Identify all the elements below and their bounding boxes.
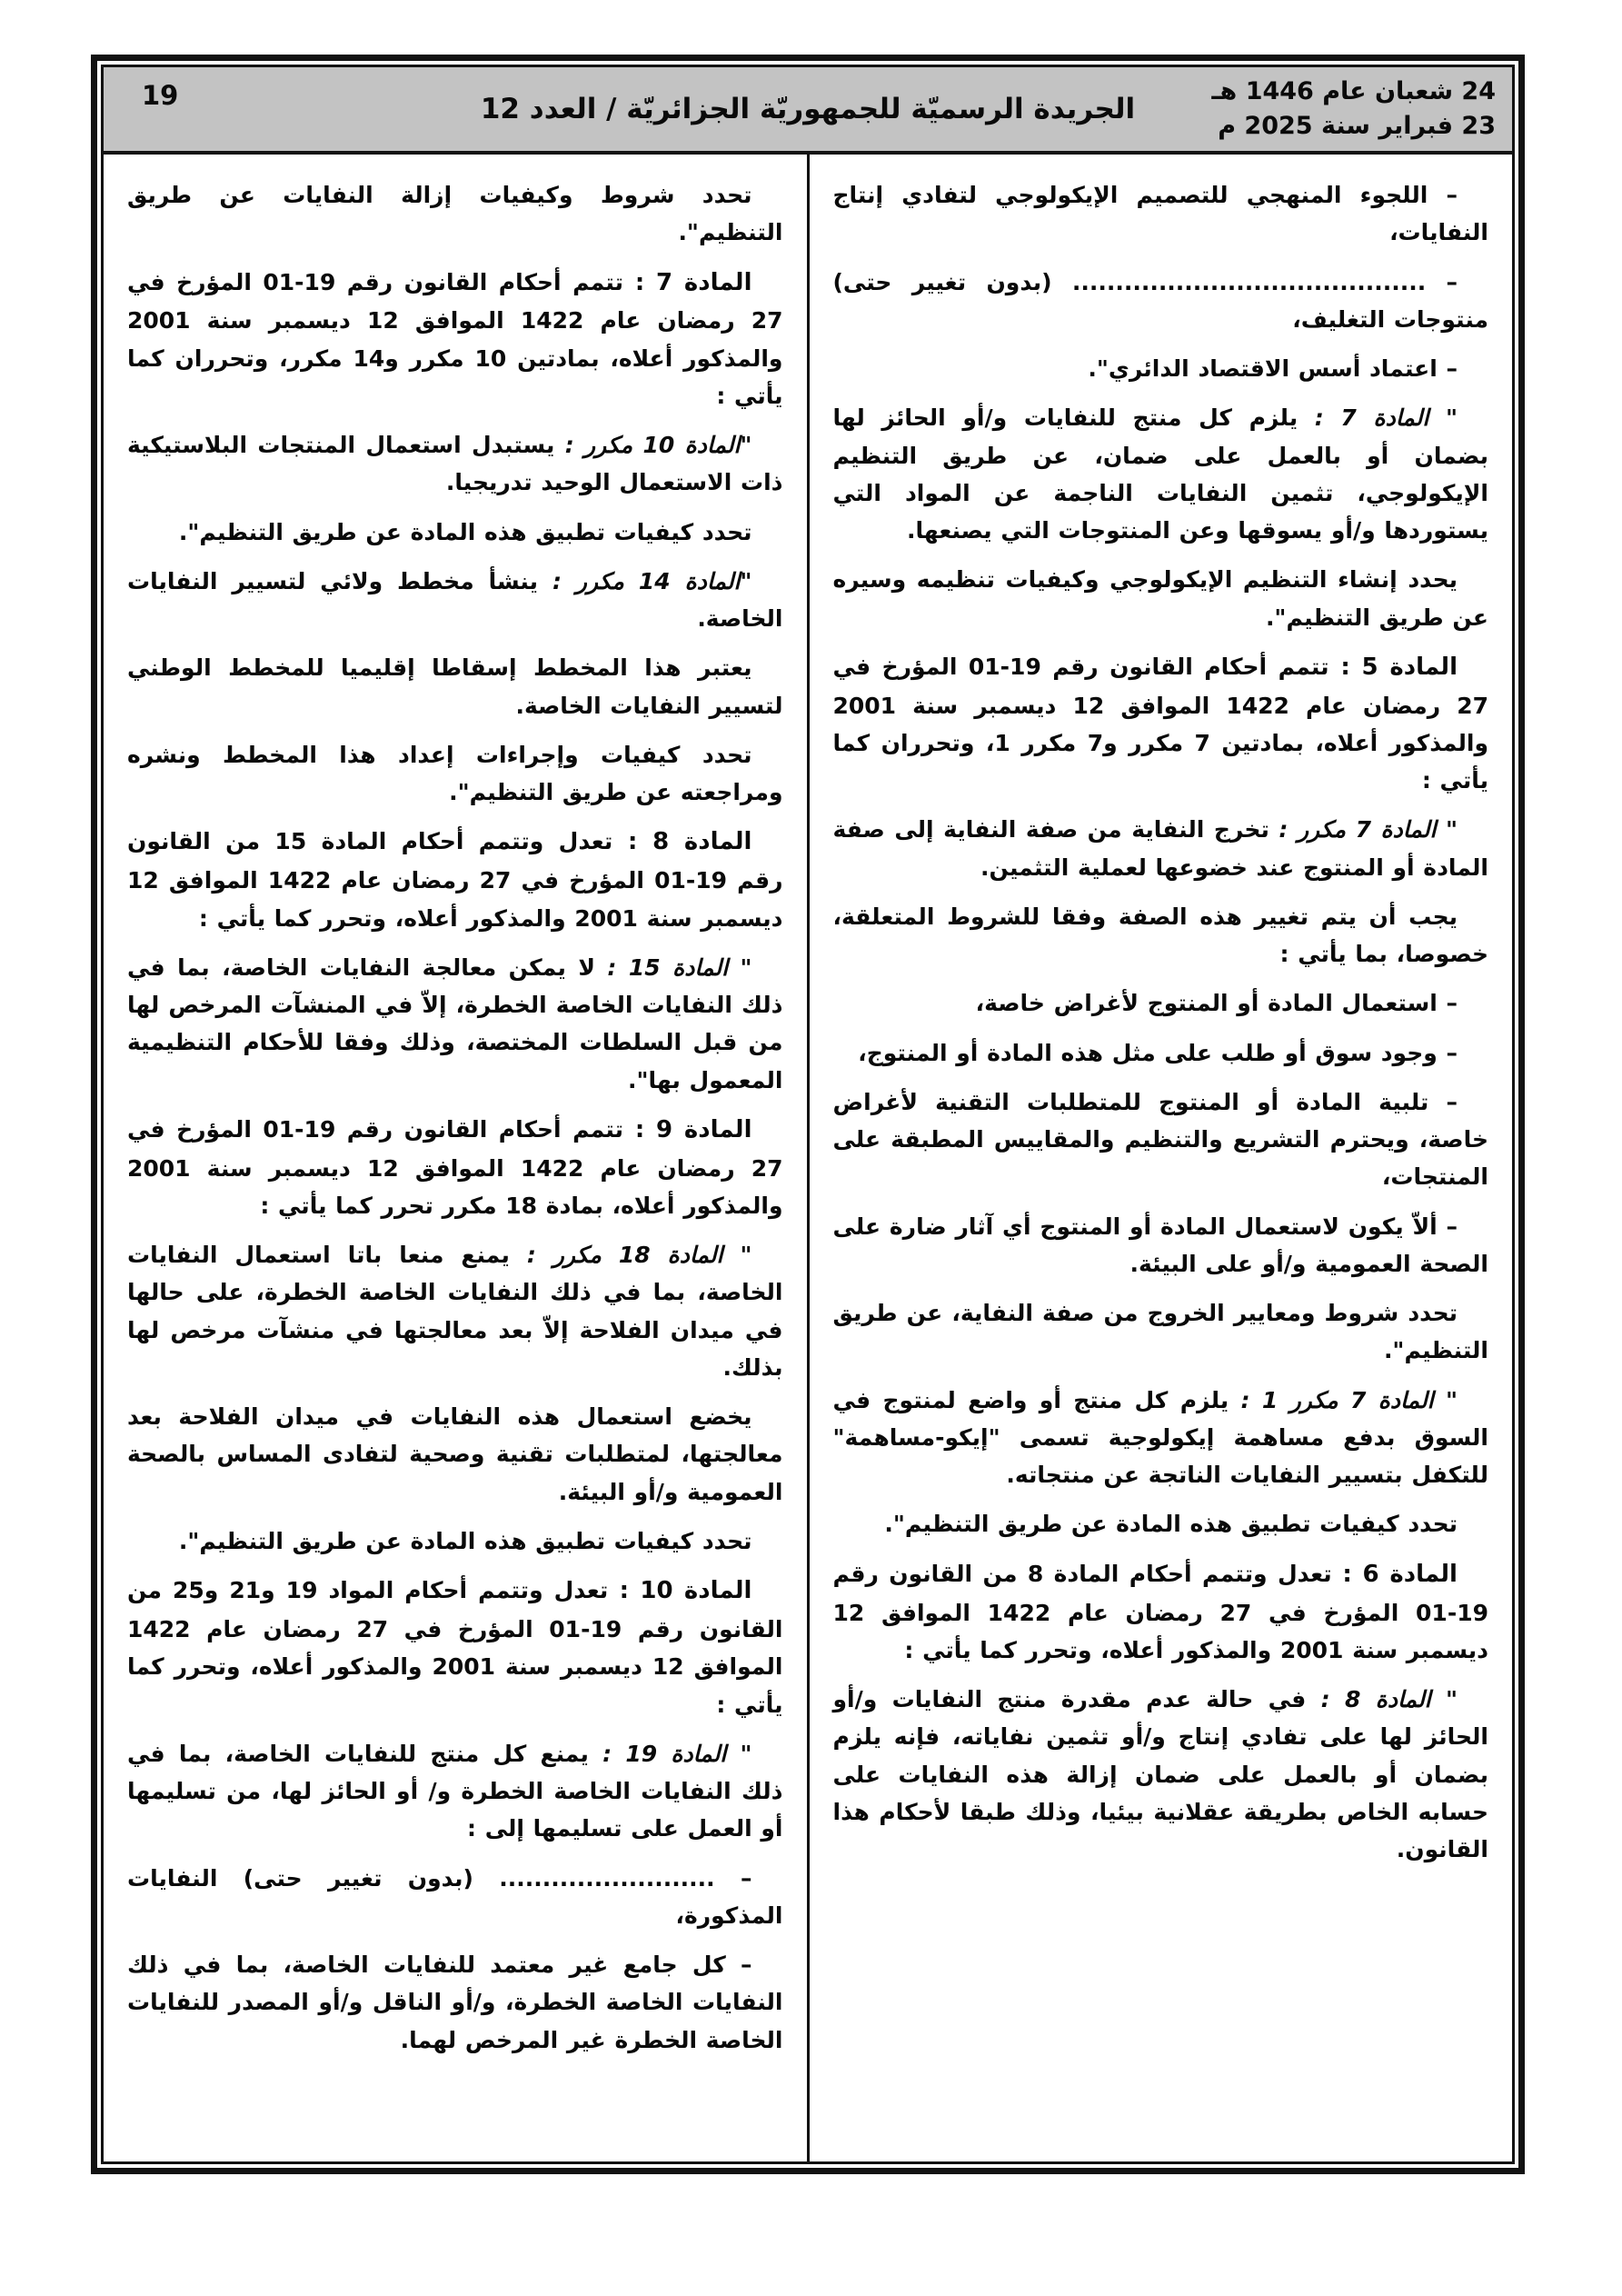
paragraph-text: يمنع كل منتج للنفايات الخاصة، بما في ذلك النفايات الخاصة الخطرة و/ أو الحائز لها، من تسليمها أو العمل على تسليمها إلى :: [127, 1740, 783, 1842]
paragraph-text: يلزم كل منتج أو واضع لمنتوج في السوق بدفع مساهمة إيكولوجية تسمى "إيكو-مساهمة" للتكفل بتسيير النفايات الناتجة عن منتجاته.: [832, 1386, 1488, 1489]
page-content: [104, 155, 1512, 2161]
paragraph-text: تعدل وتتمم أحكام المادة 8 من القانون رقم 19-01 المؤرخ في 27 رمضان عام 1422 الموافق 12 ديسمبر سنة 2001 والمذكور أعلاه، وتحرر كما يأتي :: [832, 1560, 1488, 1663]
paragraph-lead: " المادة 7 مكرر :: [1269, 816, 1458, 844]
paragraph: [833, 1294, 1489, 1370]
paragraph: [127, 1236, 783, 1386]
paragraph-text: تحدد كيفيات وإجراءات إعداد هذا المخطط ونشره ومراجعته عن طريق التنظيم".: [127, 741, 783, 806]
paragraph: [833, 176, 1489, 252]
paragraph-text: – ......................... (بدون تغيير حتى) النفايات المذكورة،: [127, 1864, 783, 1929]
paragraph-text: ينشأ مخطط ولائي لتسيير النفايات الخاصة.: [127, 567, 783, 633]
paragraph: [127, 426, 783, 502]
paragraph: [833, 984, 1489, 1022]
paragraph-text: – اللجوء المنهجي للتصميم الإيكولوجي لتفادي إنتاج النفايات،: [832, 182, 1488, 246]
paragraph-lead: " المادة 19 :: [588, 1740, 752, 1767]
gazette-header: [104, 67, 1512, 155]
column-divider: [807, 155, 810, 2161]
paragraph: [127, 1735, 783, 1848]
paragraph-lead: " المادة 8 :: [1306, 1686, 1458, 1713]
page-number: 19: [142, 80, 179, 111]
paragraph: [127, 176, 783, 252]
paragraph-text: يلزم كل منتج للنفايات و/أو الحائز لها بضمان أو بالعمل على ضمان، عن طريق التنظيم الإيكولوجي، تثمين النفايات الناجمة عن المواد التي يستوردها و/أو يسوقها وعن المنتوجات التي يصنعها.: [832, 404, 1488, 544]
paragraph-text: لا يمكن معالجة النفايات الخاصة، بما في ذلك النفايات الخاصة الخطرة، إلاّ في المنشآت المرخص لها من قبل السلطات المختصة، وذلك وفقا للأحكام التنظيمية المعمول بها".: [127, 953, 783, 1093]
paragraph: [833, 1083, 1489, 1196]
paragraph-text: يخضع استعمال هذه النفايات في ميدان الفلاحة بعد معالجتها، لمتطلبات تقنية وصحية لتفادى المساس بالصحة العمومية و/أو البيئة.: [127, 1403, 783, 1505]
paragraph-text: تعدل وتتمم أحكام المادة 15 من القانون رقم 19-01 المؤرخ في 27 رمضان عام 1422 الموافق 12 ديسمبر سنة 2001 والمذكور أعلاه، وتحرر كما يأتي :: [127, 828, 783, 932]
paragraph: [127, 563, 783, 638]
paragraph-text: تحدد كيفيات تطبيق هذه المادة عن طريق التنظيم".: [884, 1511, 1458, 1538]
paragraph: [833, 811, 1489, 886]
paragraph: [127, 649, 783, 724]
paragraph: [833, 1382, 1489, 1494]
paragraph: [833, 561, 1489, 636]
paragraph: [833, 350, 1489, 387]
paragraph-text: – ألاّ يكون لاستعمال المادة أو المنتوج أي آثار ضارة على الصحة العمومية و/أو على البيئة.: [832, 1213, 1488, 1277]
paragraph: [127, 1522, 783, 1560]
paragraph-lead: " المادة 15 :: [594, 953, 752, 981]
paragraph-text: تعدل وتتمم أحكام المواد 19 و21 و25 من القانون رقم 19-01 المؤرخ في 27 رمضان عام 1422 الموافق 12 ديسمبر سنة 2001 والمذكور أعلاه، وتحرر كما يأتي :: [127, 1577, 783, 1718]
paragraph-lead: المادة 5 :: [1328, 653, 1458, 681]
paragraph-text: تخرج النفاية من صفة النفاية إلى صفة المادة أو المنتوج عند خضوعها لعملية التثمين.: [832, 816, 1488, 881]
paragraph: [833, 1208, 1489, 1283]
paragraph: [833, 399, 1489, 549]
document-frame: [91, 55, 1525, 2174]
paragraph: [127, 823, 783, 936]
paragraph-text: – اعتماد أسس الاقتصاد الدائري".: [1088, 355, 1458, 382]
paragraph-text: تتمم أحكام القانون رقم 19-01 المؤرخ في 27 رمضان عام 1422 الموافق 12 ديسمبر سنة 2001 والمذكور أعلاه، بمادتين 10 مكرر و14 مكرر، وتحرران كما يأتي :: [127, 268, 783, 409]
paragraph: [833, 1681, 1489, 1868]
paragraph: [127, 1111, 783, 1224]
paragraph-text: – استعمال المادة أو المنتوج لأغراض خاصة،: [975, 990, 1458, 1017]
paragraph-text: – تلبية المادة أو المنتوج للمتطلبات التقنية لأغراض خاصة، ويحترم التشريع والتنظيم والمقاييس المطبقة على المنتجات،: [832, 1088, 1488, 1191]
paragraph: [833, 1034, 1489, 1072]
paragraph-text: – ......................................... (بدون تغيير حتى) منتوجات التغليف،: [832, 268, 1488, 333]
paragraph-lead: المادة 10 :: [608, 1577, 752, 1605]
paragraph: [833, 648, 1489, 800]
paragraph-text: تتمم أحكام القانون رقم 19-01 المؤرخ في 27 رمضان عام 1422 الموافق 12 ديسمبر سنة 2001 والمذكور أعلاه، بمادة 18 مكرر تحرر كما يأتي :: [127, 1115, 783, 1219]
paragraph: [833, 264, 1489, 339]
paragraph-text: يعتبر هذا المخطط إسقاطا إقليميا للمخطط الوطني لتسيير النفايات الخاصة.: [127, 654, 783, 719]
paragraph: [127, 1860, 783, 1935]
paragraph-text: تحدد شروط ومعايير الخروج من صفة النفاية، عن طريق التنظيم".: [832, 1300, 1488, 1364]
paragraph: [127, 736, 783, 812]
paragraph: [127, 264, 783, 415]
paragraph: [127, 514, 783, 551]
paragraph: [833, 1555, 1489, 1669]
paragraph-lead: المادة 8 :: [612, 828, 752, 856]
paragraph-text: تحدد كيفيات تطبيق هذه المادة عن طريق التنظيم".: [178, 518, 752, 545]
paragraph-text: تحدد شروط وكيفيات إزالة النفايات عن طريق التنظيم".: [127, 182, 783, 246]
paragraph-text: يمنع منعا باتا استعمال النفايات الخاصة، بما في ذلك النفايات الخاصة الخطرة، على حالها في ميدان الفلاحة إلاّ بعد معالجتها في منشآت مرخص لها بذلك.: [127, 1242, 783, 1381]
gazette-title: الجريدة الرسميّة للجمهوريّة الجزائريّة / العدد 12: [480, 93, 1136, 125]
paragraph: [127, 949, 783, 1099]
paragraph-text: في حالة عدم مقدرة منتج النفايات و/أو الحائز لها على تفادي إنتاج و/أو تثمين نفاياته، فإنه يلزم بضمان أو بالعمل على ضمان إزالة هذه النفايات على حسابه الخاص بطريقة عقلانية بيئيا، وذلك طبقا لأحكام هذا القانون.: [832, 1686, 1488, 1863]
paragraph-lead: المادة 7 :: [623, 268, 752, 296]
paragraph: [127, 1946, 783, 2059]
column-left: [104, 155, 807, 2161]
paragraph-text: – كل جامع غير معتمد للنفايات الخاصة، بما في ذلك النفايات الخاصة الخطرة، و/أو الناقل و/أو المصدر للنفايات الخاصة الخطرة غير المرخص لهما.: [127, 1952, 783, 2053]
paragraph-text: تحدد كيفيات تطبيق هذه المادة عن طريق التنظيم".: [178, 1527, 752, 1554]
paragraph-lead: " المادة 18 مكرر :: [509, 1242, 752, 1269]
paragraph: [127, 1398, 783, 1511]
paragraph-lead: المادة 9 :: [623, 1115, 752, 1143]
paragraph-lead: " المادة 7 مكرر 1 :: [1229, 1386, 1458, 1413]
paragraph-lead: " المادة 7 :: [1298, 404, 1458, 432]
date-gregorian: 23 فبراير سنة 2025 م: [1218, 112, 1496, 140]
paragraph: [833, 898, 1489, 973]
document-frame-inner: [101, 65, 1515, 2164]
paragraph-text: يستبدل استعمال المنتجات البلاستيكية ذات الاستعمال الوحيد تدريجيا.: [127, 432, 783, 496]
date-hijri: 24 شعبان عام 1446 هـ: [1211, 77, 1496, 105]
paragraph: [833, 1505, 1489, 1542]
column-right: [810, 155, 1513, 2161]
paragraph-lead: "المادة 10 مكرر :: [554, 432, 752, 459]
header-dates: [1211, 75, 1512, 144]
paragraph-lead: المادة 6 :: [1331, 1560, 1458, 1588]
paragraph-text: – وجود سوق أو طلب على مثل هذه المادة أو المنتوج،: [858, 1039, 1458, 1066]
paragraph-lead: "المادة 14 مكرر :: [538, 567, 752, 594]
paragraph-text: تتمم أحكام القانون رقم 19-01 المؤرخ في 27 رمضان عام 1422 الموافق 12 ديسمبر سنة 2001 والمذكور أعلاه، بمادتين 7 مكرر و7 مكرر 1، وتحرران كما يأتي :: [832, 653, 1488, 794]
paragraph: [127, 1572, 783, 1723]
paragraph-text: يحدد إنشاء التنظيم الإيكولوجي وكيفيات تنظيمه وسيره عن طريق التنظيم".: [832, 566, 1488, 631]
paragraph-text: يجب أن يتم تغيير هذه الصفة وفقا للشروط المتعلقة، خصوصا، بما يأتي :: [832, 903, 1488, 968]
